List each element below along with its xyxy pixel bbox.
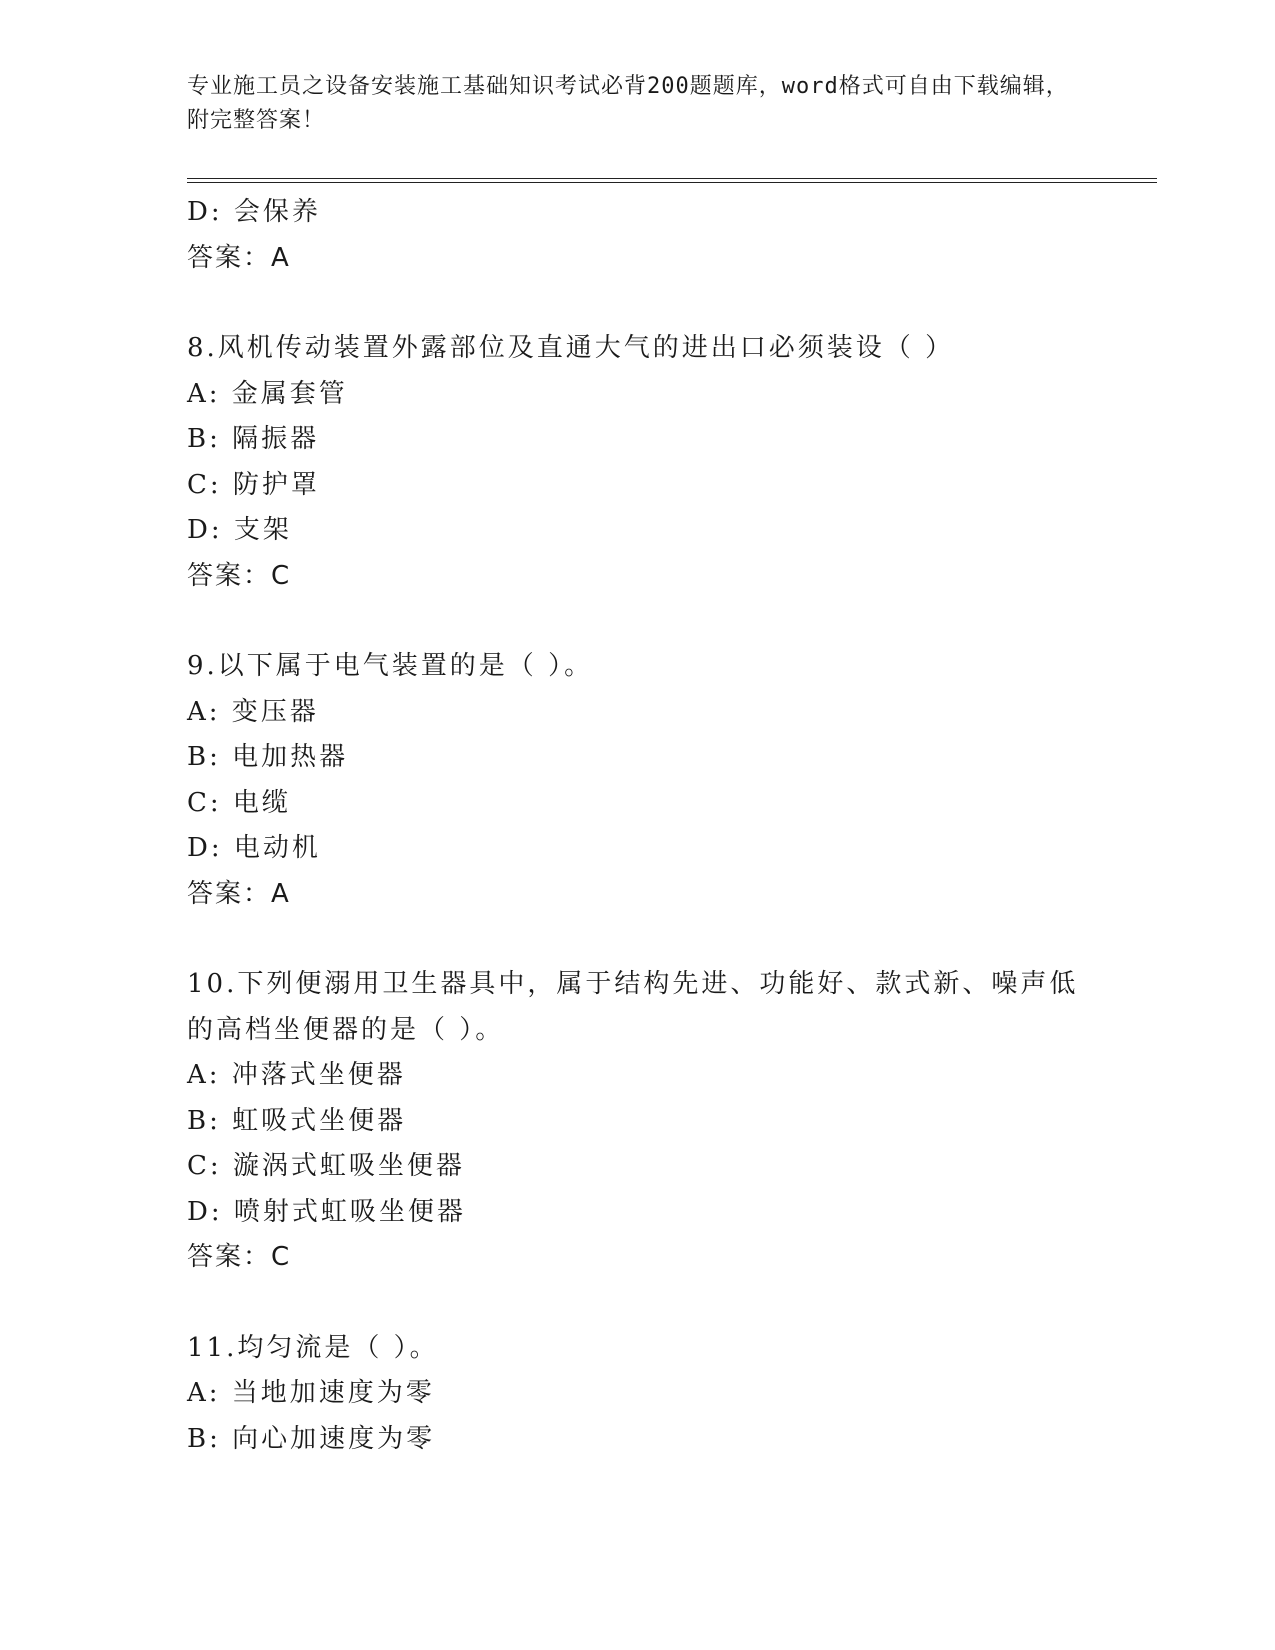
- option-b: B: 隔振器: [187, 424, 320, 454]
- option-b: B: 虹吸式坐便器: [187, 1105, 407, 1136]
- question-stem: 10.下列便溺用卫生器具中，属于结构先进、功能好、款式新、噪声低的高档坐便器的是（ ）。: [187, 969, 1079, 1045]
- option-c: C: 电缆: [187, 787, 291, 818]
- answer: 答案：C: [187, 1242, 292, 1272]
- header-rule-bottom: [187, 182, 1157, 183]
- spacer: [187, 1281, 1157, 1326]
- spacer: [187, 281, 1157, 326]
- question-block: [187, 1326, 1157, 1463]
- question-block: [187, 962, 1157, 1281]
- option-b: B: 向心加速度为零: [187, 1423, 436, 1454]
- option-a: A: 变压器: [187, 696, 319, 727]
- question-stem: 8.风机传动装置外露部位及直通大气的进出口必须装设（ ）: [187, 333, 955, 363]
- option-a: A: 冲落式坐便器: [187, 1060, 406, 1090]
- document-page: [187, 70, 1157, 1454]
- answer: 答案：A: [187, 878, 291, 909]
- document-header: 专业施工员之设备安装施工基础知识考试必背200题题库，word格式可自由下载编辑，附完整答案！: [187, 74, 1069, 133]
- spacer: [187, 599, 1157, 644]
- question-stem: 9.以下属于电气装置的是（ ）。: [187, 651, 594, 681]
- question-block: [187, 644, 1157, 917]
- option-c: C: 防护罩: [187, 469, 320, 500]
- option-c: C: 漩涡式虹吸坐便器: [187, 1151, 465, 1181]
- question-stem: 11.均匀流是（ ）。: [187, 1332, 439, 1363]
- option-b: B: 电加热器: [187, 742, 349, 772]
- option-d: D: 电动机: [187, 833, 321, 863]
- spacer: [187, 917, 1157, 962]
- option-d: D: 喷射式虹吸坐便器: [187, 1196, 466, 1227]
- option-d: D: 支架: [187, 515, 292, 545]
- prev-answer: 答案：A: [187, 242, 291, 273]
- question-block: [187, 326, 1157, 599]
- prev-option-d: D: 会保养: [187, 197, 321, 227]
- document-body: [187, 190, 1157, 1462]
- option-a: A: 当地加速度为零: [187, 1378, 435, 1408]
- header-rule-top: [187, 178, 1157, 179]
- option-a: A: 金属套管: [187, 378, 348, 409]
- answer: 答案：C: [187, 560, 292, 591]
- header-double-rule: [187, 178, 1157, 183]
